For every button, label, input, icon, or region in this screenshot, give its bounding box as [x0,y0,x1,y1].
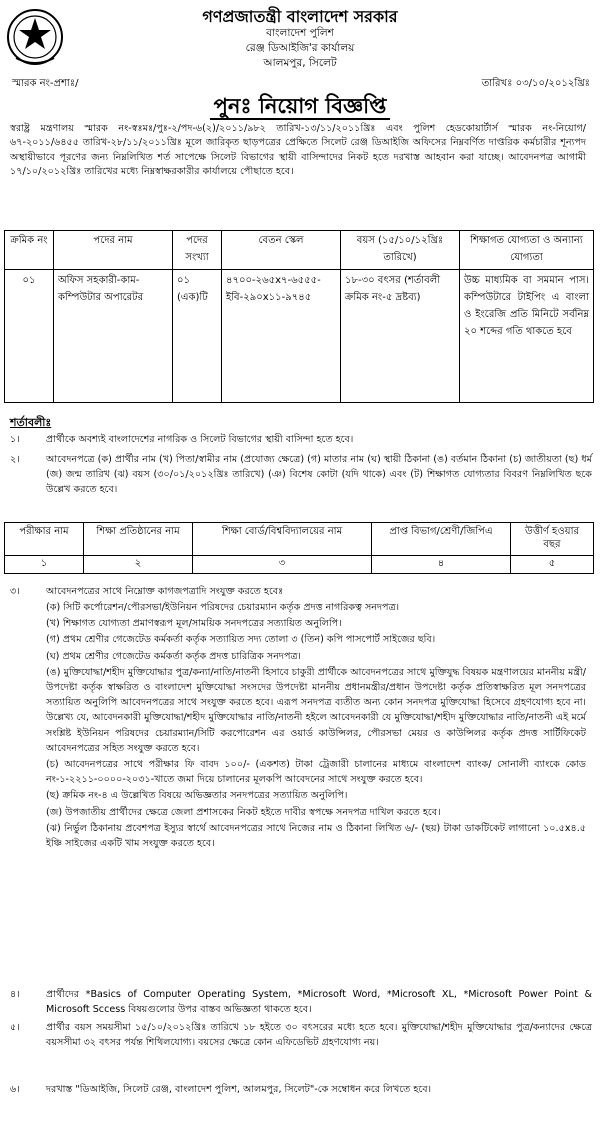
memo-number: স্মারক নং-প্রশাঃ/ [12,78,79,89]
condition-number: ১। [10,434,20,445]
col-pass-year: উত্তীর্ণ হওয়ার বছর [511,523,594,556]
intro-paragraph: স্বরাষ্ট্র মন্ত্রণালয় স্মারক নং-স্বঃমঃ/পুঃ-২/পদ-৬(২)/২০১১/৯৮২ তারিখ-১৩/১১/২০১১খ্রিঃ এবং পুলিশ হেডকোয়ার্টার্স স্মারক নং-নিয়োগ/৬৭-২০১১/৬৪৫৫ তারিখ-২৮/১১/২০১১খ্রিঃ মূলে জারিকৃত ছাড়পত্রের প্রেক্ষিতে সিলেট রেঞ্জ ডিআইজি অফিসের নিম্নবর্ণিত দাপ্তরিক কর্মচারীর শূন্যপদ অস্থায়ীভাবে পূরণের জন্য নিম্নলিখিত শর্ত সাপেক্ষে সিলেট বিভাগের স্থায়ী বাসিন্দাদের নিকট হতে দরখাস্ত আহবান করা যাচ্ছে। আবেদনপত্র আগামী ১৭/১০/২০১২খ্রিঃ তারিখের মধ্যে নিম্নস্বাক্ষরকারীর কার্যালয়ে পৌছাতে হবে। [10,123,586,177]
office-name: রেঞ্জ ডিআইজি'র কার্যালয় [245,42,355,54]
condition-5 [6,1020,592,1050]
condition-2 [6,452,592,497]
cell-number: ৩ [193,556,372,574]
col-exam: পরীক্ষার নাম [5,523,84,556]
condition-6 [6,1082,592,1097]
list-item: (গ) প্রথম শ্রেণীর গেজেটেড কর্মকর্তা কর্তৃক সত্যায়িত সদ্য তোলা ৩ (তিন) কপি পাসপোর্ট সাইজের ছবি। [46,634,436,646]
document-list [46,600,586,852]
list-item: (জ) উপজাতীয় প্রার্থীদের ক্ষেত্রে জেলা প্রশাসকের নিকট হইতে দাবীর স্বপক্ষে সনদপত্র দাখিল করতে হবে। [46,806,441,818]
post-table [4,230,594,403]
condition-text: প্রার্থীর বয়স সময়সীমা ১৫/১০/২০১২খ্রিঃ তারিখে ১৮ হইতে ৩০ বৎসরের মধ্যে হতে হবে। মুক্তিযোদ্ধা/শহীদ মুক্তিযোদ্ধার পুত্র/কন্যাদের ক্ষেত্রে বয়সসীমা ৩২ বৎসর পর্যন্ত শিথিলযোগ্য। বয়সের ক্ষেত্রে কোন এফিডেভিট গ্রহণযোগ্য নয়। [46,1022,592,1048]
department-name: বাংলাদেশ পুলিশ [266,27,334,39]
office-address: আলমপুর, সিলেট [263,57,337,69]
education-table [4,522,594,574]
cell-post-name: অফিস সহকারী-কাম-কম্পিউটার অপারেটর [54,270,173,403]
cell-number: ১ [5,556,84,574]
col-division: প্রাপ্ত বিভাগ/শ্রেণী/জিপিএ [372,523,511,556]
col-serial: ক্রমিক নং [5,231,54,270]
cell-age: ১৮-৩০ বৎসর (শর্তাবলী ক্রমিক নং-৫ দ্রষ্টব্য) [341,270,460,403]
col-post-count: পদের সংখ্যা [173,231,222,270]
cell-number: ৪ [372,556,511,574]
list-item: (ক) সিটি কর্পোরেশন/পৌরসভা/ইউনিয়ন পরিষদের চেয়ারম্যান কর্তৃক প্রদত্ত নাগরিকত্ব সনদপত্র। [46,602,400,613]
list-item: (চ) আবেদনপত্রের সাথে পরীক্ষার ফি বাবদ ১০০/- (একশত) টাকা ট্রেজারী চালানের মাধ্যমে বাংলাদেশ ব্যাংক/ সোনালী ব্যাংকে কোড নং-১-২২১১-০০০০-২০৩১-খাতে জমা দিয়ে চালানের মূলকপি আবেদনের সাথে সংযুক্ত করতে হবে। [46,759,586,786]
table-header-row [5,231,594,270]
table-header-row [5,523,594,556]
list-item: (ঘ) প্রথম শ্রেণীর গেজেটেড কর্মকর্তা কর্তৃক প্রদত্ত চারিত্রিক সনদপত্র। [46,650,301,662]
cell-number: ৫ [511,556,594,574]
col-age: বয়স (১৫/১০/১২খ্রিঃ তারিখে) [341,231,460,270]
condition-number: ৩। [10,586,20,597]
condition-number: ২। [10,454,20,465]
list-item: (ঙ) মুক্তিযোদ্ধা/শহীদ মুক্তিযোদ্ধার পুত্র/কন্যা/নাতি/নাতনী হিসাবে চাকুরী প্রার্থীকে আবেদনপত্রের সাথে মুক্তিযুদ্ধ বিষয়ক মন্ত্রণালয়ের মাননীয় মন্ত্রী/উপদেষ্টা কর্তৃক স্বাক্ষরিত ও বাংলাদেশ মুক্তিযোদ্ধা সংসদের উপদেষ্টা মাননীয় প্রধানমন্ত্রীর/প্রধান উপদেষ্টা কর্তৃক প্রতিস্বাক্ষরিত মূল সনদপত্রের সত্যায়িত অনুলিপি আবেদনপত্রের সাথে সংযুক্ত করতে হবে। এরূপ সনদপত্র ব্যতীত অন্য কোন সনদপত্র মুক্তিযোদ্ধা হিসেবে গ্রহণযোগ্য হবে না। উল্লেখ্য যে, আবেদনকারী মুক্তিযোদ্ধা/শহীদ মুক্তিযোদ্ধার নাতি/নাতনী হইলে আবেদনকারী যে মুক্তিযোদ্ধা/শহীদ মুক্তিযোদ্ধার নাতি/নাতনী এই মর্মে সংশ্লিষ্ট ইউনিয়ন পরিষদের চেয়ারম্যান/সিটি করপোরেশন এর ওয়ার্ড কাউন্সিলর, পৌরসভা মেয়র ও কাউন্সিলর কর্তৃক প্রদত্ত সার্টিফিকেট আবেদনপত্রের সহিত সংযুক্ত করতে হবে। [46,666,586,754]
condition-text: প্রার্থীদের *Basics of Computer Operating System, *Microsoft Word, *Microsoft XL, *Microsoft Power Point & Microsoft Sccess বিষয়গুলোর উপর বাস্তব অভিজ্ঞতা থাকতে হবে। [46,989,592,1015]
notice-title: পুনঃ নিয়োগ বিজ্ঞপ্তি [0,90,600,125]
cell-post-count: ০১ (এক)টি [173,270,222,403]
government-title: গণপ্রজাতন্ত্রী বাংলাদেশ সরকার [202,7,398,26]
list-item: (ঝ) নির্ভুল ঠিকানায় প্রবেশপত্র ইস্যুর স্বার্থে আবেদনপত্রের সাথে নিজের নাম ও ঠিকানা লিখিত ৬/- (ছয়) টাকা ডাকটিকেট লাগানো ১০.৫x৪.৫ ইঞ্চি সাইজের একটি খাম সংযুক্ত করতে হবে। [46,822,586,850]
conditions-heading: শর্তাবলীঃ [10,416,52,429]
cell-pay-scale: ৪৭০০-২৬৫x৭-৬৫৫৫-ইবি-২৯০x১১-৯৭৪৫ [222,270,341,403]
col-board: শিক্ষা বোর্ড/বিশ্ববিদ্যালয়ের নাম [193,523,372,556]
col-qualification: শিক্ষাগত যোগ্যতা ও অন্যান্য যোগ্যতা [460,231,594,270]
condition-text: প্রার্থীকে অবশ্যই বাংলাদেশের নাগরিক ও সিলেট বিভাগের স্থায়ী বাসিন্দা হতে হবে। [46,434,354,445]
condition-4 [6,987,592,1017]
list-item: (খ) শিক্ষাগত যোগ্যতা প্রমাণস্বরূপ মূল/সাময়িক সনদপত্রের সত্যায়িত অনুলিপি। [46,618,342,630]
notice-date: তারিখঃ ০৩/১০/২০১২খ্রিঃ [481,78,590,89]
cell-number: ২ [84,556,193,574]
col-post-name: পদের নাম [54,231,173,270]
condition-number: ৫। [10,1022,20,1033]
cell-qualification: উচ্চ মাধ্যমিক বা সমমান পাস। কম্পিউটারে টাইপিং এ বাংলা ও ইংরেজি প্রতি মিনিটে সর্বনিম্ন ২০ শব্দের গতি থাকতে হবে [460,270,594,403]
cell-serial: ০১ [5,270,54,403]
list-item: (ছ) ক্রমিক নং-৪ এ উল্লেখিত বিষয়ে অভিজ্ঞতার সনদপত্রের সত্যায়িত অনুলিপি। [46,790,348,802]
condition-text: দরখাস্ত "ডিআইজি, সিলেট রেঞ্জ, বাংলাদেশ পুলিশ, আলমপুর, সিলেট"-কে সম্বোধন করে লিখতে হবে। [46,1084,432,1095]
table-row [5,556,594,574]
col-pay-scale: বেতন স্কেল [222,231,341,270]
condition-text: আবেদনপত্রের সাথে নিম্নোক্ত কাগজপত্রাদি সংযুক্ত করতে হবেঃ [46,586,284,597]
condition-number: ৪। [10,989,20,1000]
condition-1 [6,432,592,447]
condition-number: ৬। [10,1084,20,1095]
condition-3 [6,584,592,599]
col-institution: শিক্ষা প্রতিষ্ঠানের নাম [84,523,193,556]
condition-text: আবেদনপত্রে (ক) প্রার্থীর নাম (খ) পিতা/স্বামীর নাম (প্রযোজ্য ক্ষেত্রে) (গ) মাতার নাম (ঘ) স্থায়ী ঠিকানা (ঙ) বর্তমান ঠিকানা (চ) জাতীয়তা (ছ) ধর্ম (জ) জন্ম তারিখ (ঝ) বয়স (৩০/০১/২০১২খ্রিঃ তারিখে) (ঞ) বিশেষ কোটা (যদি থাকে) এবং (ট) শিক্ষাগত যোগ্যতার বিবরণ নিম্নলিখিত ছকে উল্লেখ করতে হবে। [46,454,592,495]
table-row [5,270,594,403]
